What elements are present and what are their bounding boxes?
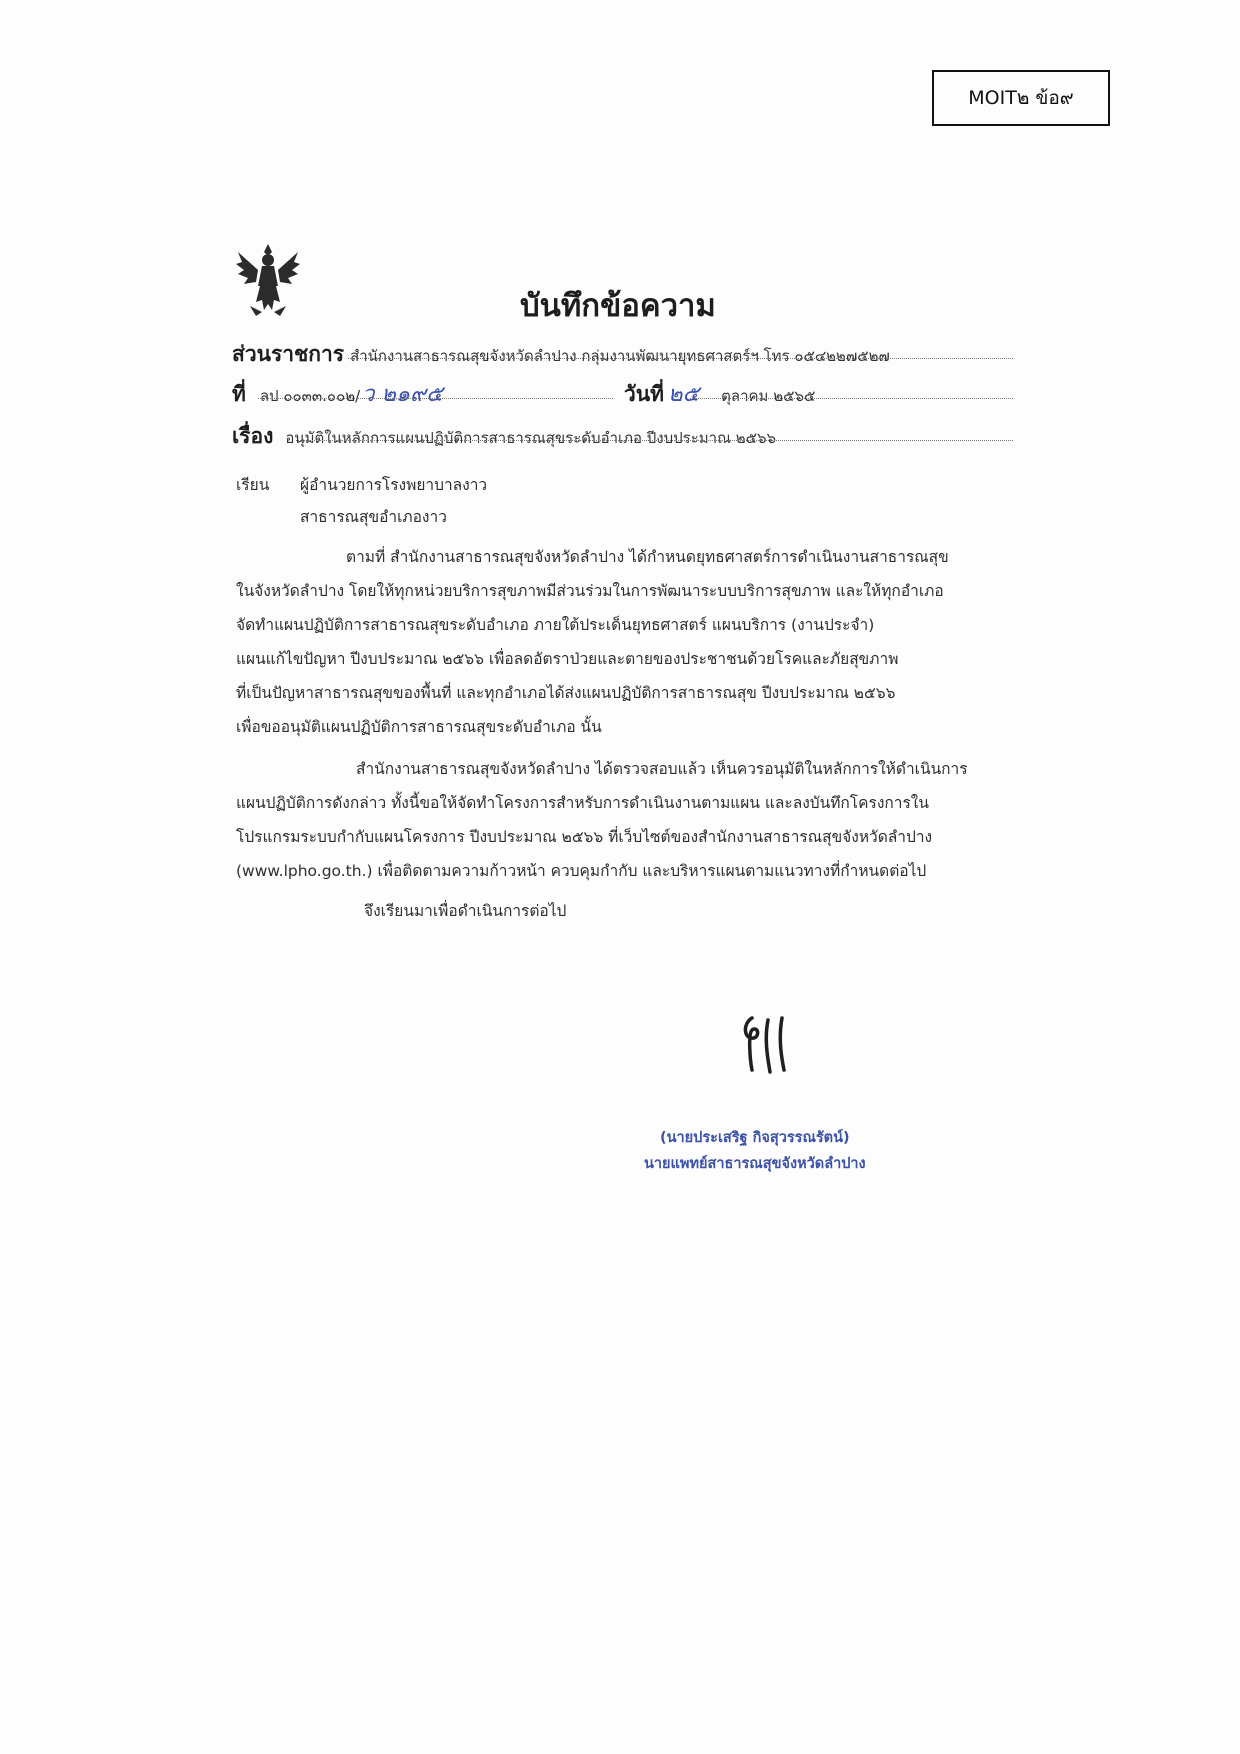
- ref-dotted-line: [258, 398, 613, 399]
- date-row: [624, 376, 815, 411]
- salutation-label: เรียน: [236, 476, 270, 494]
- ref-label: ที่: [232, 382, 246, 406]
- agency-value: สำนักงานสาธารณสุขจังหวัดลำปาง กลุ่มงานพัฒนายุทธศาสตร์ฯ โทร ๐๕๔๒๒๗๕๒๗: [350, 347, 890, 365]
- paragraph-1-line: ตามที่ สำนักงานสาธารณสุขจังหวัดลำปาง ได้กำหนดยุทธศาสตร์การดำเนินงานสาธารณสุข: [346, 548, 949, 566]
- date-value: ตุลาคม ๒๕๖๕: [721, 387, 816, 405]
- paragraph-1-line: ที่เป็นปัญหาสาธารณสุขของพื้นที่ และทุกอำเภอได้ส่งแผนปฏิบัติการสาธารณสุข ปีงบประมาณ ๒๕๖๖: [236, 684, 896, 702]
- salutation-line-1: ผู้อำนวยการโรงพยาบาลงาว: [300, 476, 488, 494]
- agency-dotted-line: [348, 358, 1013, 359]
- date-dotted-line: [690, 398, 1013, 399]
- ref-value: ลป ๐๐๓๓.๐๐๒/: [259, 387, 361, 405]
- salutation-line-2: สาธารณสุขอำเภองาว: [300, 508, 447, 526]
- signature-mark-icon: [738, 1010, 798, 1080]
- closing-line: จึงเรียนมาเพื่อดำเนินการต่อไป: [364, 902, 567, 920]
- paragraph-2-line: แผนปฏิบัติการดังกล่าว ทั้งนี้ขอให้จัดทำโครงการสำหรับการดำเนินงานตามแผน และลงบันทึกโครงการใน: [236, 794, 929, 812]
- ref-row: [232, 376, 443, 411]
- agency-label: ส่วนราชการ: [232, 342, 345, 366]
- memo-title: บันทึกข้อความ: [520, 288, 716, 324]
- date-label: วันที่: [624, 382, 664, 406]
- garuda-emblem-icon: [232, 240, 304, 318]
- date-handwritten: ๒๕: [668, 382, 700, 407]
- signer-title: นายแพทย์สาธารณสุขจังหวัดลำปาง: [644, 1156, 866, 1172]
- subject-value: อนุมัติในหลักการแผนปฏิบัติการสาธารณสุขระดับอำเภอ ปีงบประมาณ ๒๕๖๖: [285, 429, 777, 447]
- agency-row: [232, 338, 890, 371]
- subject-row: [232, 420, 776, 453]
- ref-handwritten: ว ๒๑๙๕: [362, 382, 443, 407]
- subject-label: เรื่อง: [232, 424, 274, 448]
- corner-label: MOIT๒ ข้อ๙: [968, 87, 1074, 109]
- signer-name: (นายประเสริฐ กิจสุวรรณรัตน์): [660, 1130, 850, 1146]
- paragraph-1-line: จัดทำแผนปฏิบัติการสาธารณสุขระดับอำเภอ ภายใต้ประเด็นยุทธศาสตร์ แผนบริการ (งานประจำ): [236, 616, 875, 634]
- paragraph-2-line: (www.lpho.go.th.) เพื่อติดตามความก้าวหน้า ควบคุมกำกับ และบริหารแผนตามแนวทางที่กำหนดต่อไป: [236, 862, 927, 880]
- paragraph-2-line: สำนักงานสาธารณสุขจังหวัดลำปาง ได้ตรวจสอบแล้ว เห็นควรอนุมัติในหลักการให้ดำเนินการ: [356, 760, 968, 778]
- paragraph-1-line: เพื่อขออนุมัติแผนปฏิบัติการสาธารณสุขระดับอำเภอ นั้น: [236, 718, 602, 736]
- paragraph-2-line: โปรแกรมระบบกำกับแผนโครงการ ปีงบประมาณ ๒๕๖๖ ที่เว็บไซต์ของสำนักงานสาธารณสุขจังหวัดลำปาง: [236, 828, 933, 846]
- paragraph-1-line: ในจังหวัดลำปาง โดยให้ทุกหน่วยบริการสุขภาพมีส่วนร่วมในการพัฒนาระบบบริการสุขภาพ และให้ทุกอำเภอ: [236, 582, 944, 600]
- corner-label-box: [932, 70, 1110, 126]
- paragraph-1-line: แผนแก้ไขปัญหา ปีงบประมาณ ๒๕๖๖ เพื่อลดอัตราป่วยและตายของประชาชนด้วยโรคและภัยสุขภาพ: [236, 650, 899, 668]
- subject-dotted-line: [296, 440, 1013, 441]
